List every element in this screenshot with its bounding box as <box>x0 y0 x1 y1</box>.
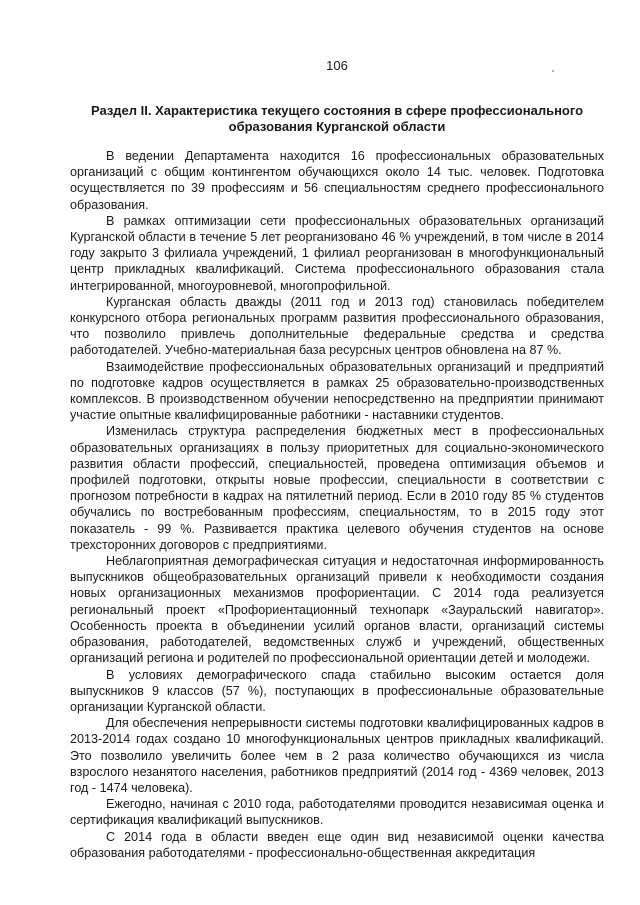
paragraph: В условиях демографического спада стабильно высоким остается доля выпускников 9 классов (57 %), поступающих в профессиональные образовательные организации Курганской области. <box>70 667 604 714</box>
page-number: 106 <box>326 58 348 73</box>
paragraph: Ежегодно, начиная с 2010 года, работодателями проводится независимая оценка и сертификация квалификаций выпускников. <box>70 797 604 828</box>
paragraph: Неблагоприятная демографическая ситуация и недостаточная информированность выпускников общеобразовательных организаций привели к необходимости создания новых организационных механизмов профориентации. С 2014 года реализуется региональный проект «Профориентационный технопарк «Зауральский навигатор». Особенность проекта в объединении усилий органов власти, организаций системы образования, работодателей, ведомственных служб и учреждений, общественных организаций региона и родителей по профессиональной ориентации детей и молодежи. <box>70 554 604 666</box>
paragraph: В ведении Департамента находится 16 профессиональных образовательных организаций с общим контингентом обучающихся около 14 тыс. человек. Подготовка осуществляется по 39 профессиям и 56 специальностям среднего профессионального образования. <box>70 149 604 212</box>
section-title <box>70 103 604 134</box>
paragraph: С 2014 года в области введен еще один вид независимой оценки качества образования работодателями - профессионально-общественная аккредитация <box>70 829 604 860</box>
paragraph: Изменилась структура распределения бюджетных мест в профессиональных образовательных организациях в пользу приоритетных для социально-экономического развития области профессий, специальностей, проведена оптимизация объемов и профилей подготовки, открыты новые профессии, специальности в соответствии с прогнозом потребности в кадрах на пятилетний период. Если в 2010 году 85 % студентов обучались по востребованным профессиям, специальностям, то в 2015 году этот показатель - 99 %. Развивается практика целевого обучения студентов на основе трехсторонних договоров с предприятиями. <box>70 424 604 552</box>
body-text <box>70 148 604 861</box>
paragraph: Курганская область дважды (2011 год и 2013 год) становилась победителем конкурсного отбора региональных программ развития профессионального образования, что позволило привлечь дополнительные федеральные средства и средства работодателей. Учебно-материальная база ресурсных центров обновлена на 87 %. <box>70 294 604 358</box>
paragraph: В рамках оптимизации сети профессиональных образовательных организаций Курганской области в течение 5 лет реорганизовано 46 % учреждений, в том числе в 2014 году закрыто 3 филиала учреждений, 1 филиал реорганизован в многофункциональный центр прикладных квалификаций. Система профессионального образования стала интегрированной, многоуровневой, многопрофильной. <box>70 213 604 293</box>
scan-speck <box>552 70 554 72</box>
paragraph: Для обеспечения непрерывности системы подготовки квалифицированных кадров в 2013-2014 годах создано 10 многофункциональных центров прикладных квалификаций. Это позволило увеличить более чем в 2 раза количество обучающихся из числа взрослого незанятого населения, работников предприятий (2014 год - 4369 человек, 2013 год - 1474 человека). <box>70 716 604 795</box>
section-title-line-1: Раздел II. Характеристика текущего состояния в сфере профессионального <box>90 103 584 118</box>
paragraph: Взаимодействие профессиональных образовательных организаций и предприятий по подготовке кадров осуществляется в рамках 25 образовательно-производственных комплексов. В производственном обучении непосредственно на предприятии принимают участие опытные квалифицированные работники - наставники студентов. <box>70 359 604 423</box>
section-title-line-2: образования Курганской области <box>228 118 446 134</box>
